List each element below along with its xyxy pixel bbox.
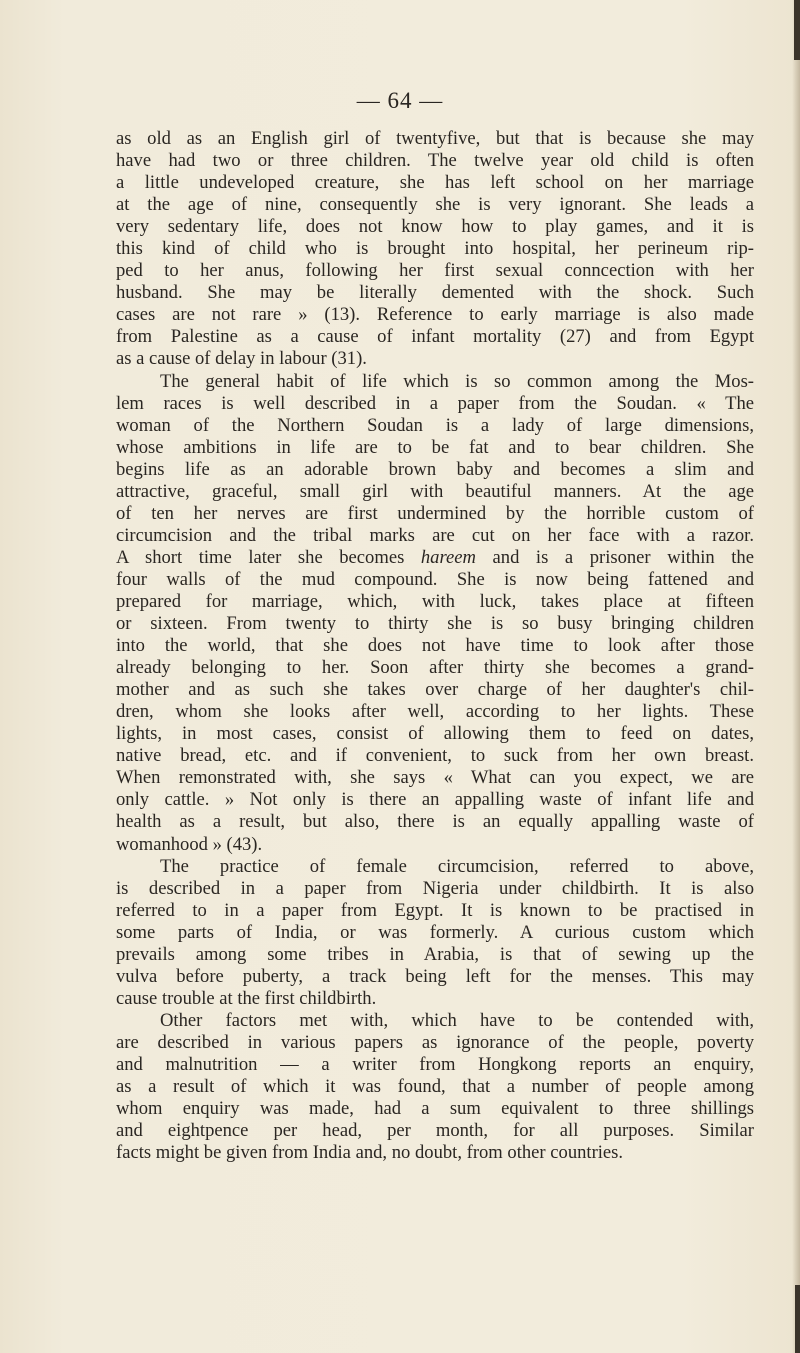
text-line: and malnutrition — a writer from Hongkong reports an enquiry, xyxy=(116,1053,754,1075)
text-line: prepared for marriage, which, with luck, takes place at fifteen xyxy=(116,590,754,612)
paragraph xyxy=(116,1010,754,1164)
text-line: cause trouble at the first childbirth. xyxy=(116,987,377,1009)
text-line: whose ambitions in life are to be fat and to bear children. She xyxy=(116,436,754,458)
paragraph xyxy=(116,856,754,1010)
text-line: already belonging to her. Soon after thirty she becomes a grand- xyxy=(116,657,754,679)
text-line: facts might be given from India and, no doubt, from other countries. xyxy=(116,1142,624,1164)
text-line: husband. She may be literally demented with the shock. Such xyxy=(116,282,754,304)
text-line: lem races is well described in a paper from the Soudan. « The xyxy=(116,392,754,414)
text-line: some parts of India, or was formerly. A curious custom which xyxy=(116,921,754,943)
text-line: only cattle. » Not only is there an appalling waste of infant life and xyxy=(116,789,754,811)
text-line: ped to her anus, following her first sexual conncection with her xyxy=(116,260,754,282)
page-edge-shadow xyxy=(792,0,800,1353)
page-number: — 64 — xyxy=(356,88,444,113)
text-line: The practice of female circumcision, referred to above, xyxy=(160,855,754,877)
text-line: attractive, graceful, small girl with beautiful manners. At the age xyxy=(116,480,754,502)
text-line: a little undeveloped creature, she has left school on her marriage xyxy=(116,172,754,194)
text-line: of ten her nerves are first undermined by the horrible custom of xyxy=(116,502,754,524)
italic-term: hareem xyxy=(420,546,476,568)
text-line: and eightpence per head, per month, for all purposes. Similar xyxy=(116,1120,754,1142)
text-line: four walls of the mud compound. She is now being fattened and xyxy=(116,568,754,590)
text-line: whom enquiry was made, had a sum equivalent to three shillings xyxy=(116,1098,754,1120)
text-line: is described in a paper from Nigeria under childbirth. It is also xyxy=(116,877,754,899)
text-line: health as a result, but also, there is an equally appalling waste of xyxy=(116,811,754,833)
text-line: into the world, that she does not have time to look after those xyxy=(116,635,754,657)
text-line: vulva before puberty, a track being left for the menses. This may xyxy=(116,965,754,987)
paragraph xyxy=(116,371,754,856)
text-line: womanhood » (43). xyxy=(116,833,263,855)
text-line: Other factors met with, which have to be contended with, xyxy=(160,1009,754,1031)
body-text xyxy=(116,128,754,1164)
page-edge-mark-bottom xyxy=(795,1285,800,1353)
text-line: begins life as an adorable brown baby and becomes a slim and xyxy=(116,458,754,480)
text-line: mother and as such she takes over charge of her daughter's chil- xyxy=(116,679,754,701)
text-line: as a cause of delay in labour (31). xyxy=(116,348,367,370)
text-line: very sedentary life, does not know how to play games, and it is xyxy=(116,216,754,238)
text-line: have had two or three children. The twelve year old child is often xyxy=(116,150,754,172)
text-line: native bread, etc. and if convenient, to suck from her own breast. xyxy=(116,745,754,767)
text-line: circumcision and the tribal marks are cut on her face with a razor. xyxy=(116,524,754,546)
text-line: at the age of nine, consequently she is very ignorant. She leads a xyxy=(116,194,754,216)
text-line: from Palestine as a cause of infant mortality (27) and from Egypt xyxy=(116,326,754,348)
text-line: as old as an English girl of twentyfive, but that is because she may xyxy=(116,128,754,149)
text-line: are described in various papers as ignorance of the people, poverty xyxy=(116,1031,754,1053)
text-line: dren, whom she looks after well, according to her lights. These xyxy=(116,701,754,723)
paragraph xyxy=(116,128,754,371)
text-line: referred to in a paper from Egypt. It is known to be practised in xyxy=(116,899,754,921)
text-line: A short time later she becomes hareem and is a prisoner within the xyxy=(116,546,754,568)
text-line: as a result of which it was found, that a number of people among xyxy=(116,1076,754,1098)
text-line: woman of the Northern Soudan is a lady of large dimensions, xyxy=(116,414,754,436)
text-line: this kind of child who is brought into hospital, her perineum rip- xyxy=(116,238,754,260)
text-line: cases are not rare » (13). Reference to early marriage is also made xyxy=(116,304,754,326)
text-line: or sixteen. From twenty to thirty she is so busy bringing children xyxy=(116,613,754,635)
text-line: lights, in most cases, consist of allowing them to feed on dates, xyxy=(116,723,754,745)
page-edge-mark-top xyxy=(794,0,800,60)
text-line: prevails among some tribes in Arabia, is that of sewing up the xyxy=(116,943,754,965)
text-line: The general habit of life which is so common among the Mos- xyxy=(160,370,754,392)
text-line: When remonstrated with, she says « What can you expect, we are xyxy=(116,767,754,789)
